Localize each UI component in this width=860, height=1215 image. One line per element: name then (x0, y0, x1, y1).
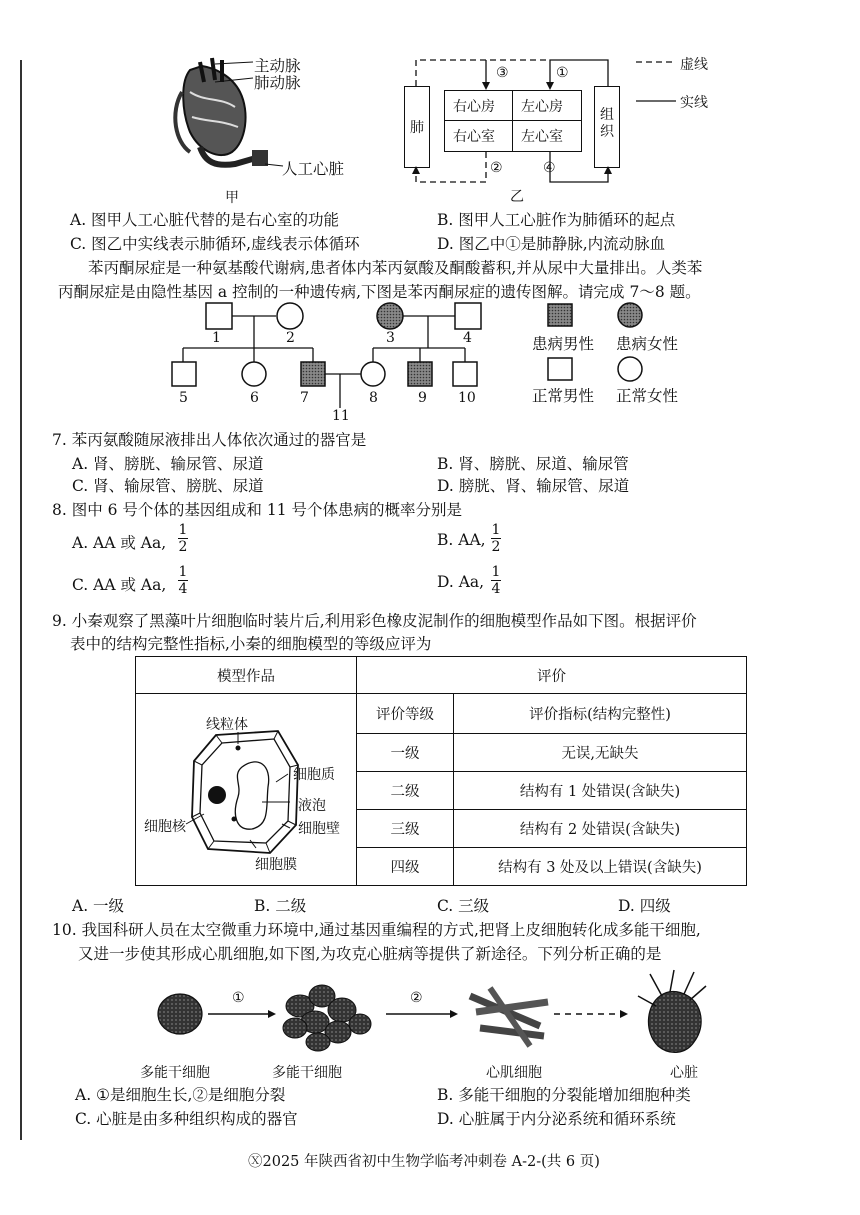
q8-a-numerator: 1 (178, 522, 188, 538)
q8-option-b (437, 531, 486, 549)
marker-3: ③ (496, 65, 509, 81)
label-cell-wall: 细胞壁 (298, 821, 340, 837)
step-2-label: ② (410, 990, 423, 1006)
q9-option-d: D. 四级 (618, 897, 671, 915)
level-cell: 四级 (357, 848, 454, 886)
q8-d-text: D. Aa, (437, 573, 485, 591)
lung-box (404, 86, 430, 168)
q6-option-b: B. 图甲人工心脏作为肺循环的起点 (437, 211, 676, 229)
individual-9 (408, 362, 432, 386)
q9-stem-1: 9. 小秦观察了黑藻叶片细胞临时装片后,利用彩色橡皮泥制作的细胞模型作品如下图。根据评价 (52, 612, 697, 630)
label-vacuole: 液泡 (298, 798, 326, 814)
individual-6 (242, 362, 266, 386)
line-legend (636, 56, 686, 106)
figure-yi-caption: 乙 (510, 189, 524, 205)
aorta-label: 主动脉 (254, 57, 301, 75)
id-label-9: 9 (418, 390, 427, 406)
q8-c-denominator: 4 (178, 581, 188, 597)
tissue-box (594, 86, 620, 168)
individual-10 (453, 362, 477, 386)
q10-option-b: B. 多能干细胞的分裂能增加细胞种类 (437, 1086, 691, 1104)
q9-stem-2: 表中的结构完整性指标,小秦的细胞模型的等级应评为 (70, 635, 432, 653)
q6-option-c: C. 图乙中实线表示肺循环,虚线表示体循环 (70, 235, 360, 253)
marker-2: ② (490, 160, 503, 176)
header-level: 评价等级 (357, 694, 454, 734)
header-index: 评价指标(结构完整性) (454, 694, 747, 734)
q8-d-denominator: 4 (491, 581, 501, 597)
stem-cell-cluster (283, 985, 371, 1051)
label-cardiomyocyte: 心肌细胞 (486, 1065, 542, 1081)
heart-label-leaders (215, 60, 295, 170)
left-ventricle-label: 左心室 (521, 129, 563, 145)
legend-normal-female: 正常女性 (616, 387, 679, 405)
q8-option-c (72, 573, 166, 595)
id-label-8: 8 (369, 390, 378, 406)
label-cytoplasm: 细胞质 (293, 767, 335, 783)
marker-4: ④ (543, 160, 556, 176)
legend-affected-male: 患病男性 (532, 335, 595, 353)
index-cell: 结构有 2 处错误(含缺失) (454, 810, 747, 848)
q10-stem-1: 10. 我国科研人员在太空微重力环境中,通过基因重编程的方式,把肾上皮细胞转化成多能干细胞, (52, 921, 701, 939)
q10-option-c: C. 心脏是由多种组织构成的器官 (75, 1110, 298, 1128)
level-cell: 三级 (357, 810, 454, 848)
cardiomyocyte-bundle (470, 988, 548, 1046)
q8-option-d (437, 573, 484, 591)
id-label-7: 7 (300, 390, 309, 406)
index-cell: 结构有 1 处错误(含缺失) (454, 772, 747, 810)
step-1-label: ① (232, 990, 245, 1006)
index-cell: 结构有 3 处及以上错误(含缺失) (454, 848, 747, 886)
header-evaluation: 评价 (357, 657, 747, 694)
q8-b-denominator: 2 (491, 539, 501, 555)
artificial-heart-label: 人工心脏 (282, 160, 345, 178)
q10-option-a: A. ①是细胞生长,②是细胞分裂 (75, 1086, 286, 1104)
q7-stem: 7. 苯丙氨酸随尿液排出人体依次通过的器官是 (52, 431, 367, 449)
q9-option-c: C. 三级 (437, 897, 490, 915)
figure-jia-caption: 甲 (225, 190, 239, 206)
q8-a-fraction (178, 522, 188, 555)
heart-chambers-box (444, 90, 582, 152)
id-label-11: 11 (332, 408, 350, 424)
individual-7 (301, 362, 325, 386)
individual-2 (277, 303, 303, 329)
label-stem-cell-1: 多能干细胞 (140, 1065, 210, 1081)
id-label-10: 10 (458, 390, 476, 406)
label-stem-cell-2: 多能干细胞 (272, 1065, 342, 1081)
intro-line-1: 苯丙酮尿症是一种氨基酸代谢病,患者体内苯丙氨酸及酮酸蓄积,并从尿中大量排出。人类苯 (88, 259, 703, 277)
right-ventricle-label: 右心室 (453, 129, 495, 145)
heart-organ (638, 970, 706, 1052)
index-cell: 无误,无缺失 (454, 734, 747, 772)
individual-8 (361, 362, 385, 386)
id-label-1: 1 (212, 330, 221, 346)
pulmonary-artery-label: 肺动脉 (254, 74, 301, 92)
q7-option-c: C. 肾、输尿管、膀胱、尿道 (72, 477, 264, 495)
cell-differentiation-diagram (150, 966, 730, 1058)
id-label-2: 2 (286, 330, 295, 346)
legend-dashed-label: 虚线 (680, 57, 708, 73)
intro-line-2: 丙酮尿症是由隐性基因 a 控制的一种遗传病,下图是苯丙酮尿症的遗传图解。请完成 7～8 题。 (58, 283, 701, 301)
label-nucleus: 细胞核 (144, 819, 186, 835)
individual-4 (455, 303, 481, 329)
q8-b-fraction (491, 522, 501, 555)
legend-normal-male: 正常男性 (532, 387, 595, 405)
q10-option-d: D. 心脏属于内分泌系统和循环系统 (437, 1110, 676, 1128)
id-label-5: 5 (179, 390, 188, 406)
id-label-6: 6 (250, 390, 259, 406)
q8-b-numerator: 1 (491, 522, 501, 538)
label-heart: 心脏 (670, 1065, 698, 1081)
q8-option-a (72, 531, 166, 553)
q7-option-a: A. 肾、膀胱、输尿管、尿道 (72, 455, 264, 473)
level-cell: 二级 (357, 772, 454, 810)
q8-c-text: C. AA 或 Aa, (72, 576, 167, 594)
q8-a-denominator: 2 (178, 539, 188, 555)
individual-3 (377, 303, 403, 329)
level-cell: 一级 (357, 734, 454, 772)
label-cell-membrane: 细胞膜 (255, 857, 297, 873)
right-atrium-label: 右心房 (453, 99, 495, 115)
q8-a-text: A. AA 或 Aa, (72, 534, 167, 552)
q7-option-d: D. 膀胱、肾、输尿管、尿道 (437, 477, 630, 495)
q10-stem-2: 又进一步使其形成心肌细胞,如下图,为攻克心脏病等提供了新途径。下列分析正确的是 (78, 945, 662, 963)
cell-label-leaders (180, 720, 310, 850)
id-label-3: 3 (386, 330, 395, 346)
q8-b-text: B. AA, (437, 531, 486, 549)
individual-1 (206, 303, 232, 329)
q6-option-d: D. 图乙中①是肺静脉,内流动脉血 (437, 235, 666, 253)
label-mitochondria: 线粒体 (206, 717, 248, 733)
q8-stem: 8. 图中 6 号个体的基因组成和 11 号个体患病的概率分别是 (52, 501, 463, 519)
legend-solid-label: 实线 (680, 95, 708, 111)
header-model: 模型作品 (136, 657, 357, 694)
stem-cell-single (158, 994, 202, 1034)
q6-option-a: A. 图甲人工心脏代替的是右心室的功能 (70, 211, 340, 229)
left-atrium-label: 左心房 (521, 99, 563, 115)
margin-rule (20, 60, 22, 1140)
id-label-4: 4 (463, 330, 472, 346)
q8-c-fraction (178, 564, 188, 597)
tissue-label: 组织 (600, 107, 614, 140)
q8-d-numerator: 1 (491, 564, 501, 580)
lung-label: 肺 (410, 120, 424, 136)
legend-affected-female: 患病女性 (616, 335, 679, 353)
q7-option-b: B. 肾、膀胱、尿道、输尿管 (437, 455, 629, 473)
individual-5 (172, 362, 196, 386)
q9-option-b: B. 二级 (254, 897, 307, 915)
q8-c-numerator: 1 (178, 564, 188, 580)
page-footer: Ⓧ2025 年陕西省初中生物学临考冲刺卷 A-2-(共 6 页) (248, 1154, 600, 1170)
q8-d-fraction (491, 564, 501, 597)
q9-option-a: A. 一级 (72, 897, 125, 915)
marker-1: ① (556, 65, 569, 81)
